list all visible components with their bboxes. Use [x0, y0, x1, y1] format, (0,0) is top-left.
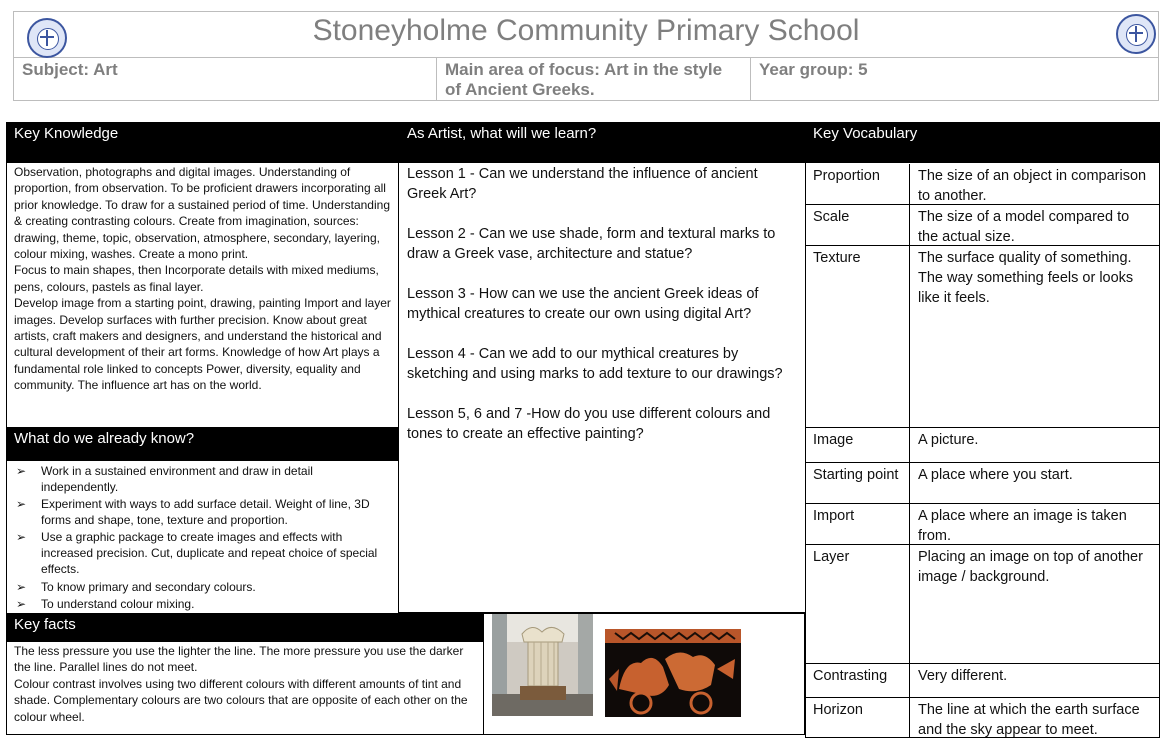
list-item: ➢ To know primary and secondary colours. [16, 579, 256, 594]
vocab-term: Layer [805, 545, 910, 663]
key-facts-text: The less pressure you use the lighter the line. The more pressure you use the darker the line. Parallel lines do not meet. Colour contrast involves using two different colours with different amounts of tint and shade. Complementary colours are two colours that are opposite of each other on the colour wheel. [14, 644, 468, 724]
vocab-definition: The size of an object in comparison to another. [918, 168, 1147, 204]
list-item: ➢ Experiment with ways to add surface detail. Weight of line, 3D forms and shape, tone, texture and proportion. [16, 496, 370, 528]
vocab-definition: Placing an image on top of another image / background. [918, 549, 1143, 585]
already-know-list [6, 463, 399, 613]
list-item: ➢ Use a graphic package to create images and effects with increased precision. Cut, duplicate and repeat choice of special effects. [16, 529, 378, 577]
vocab-term: Scale [805, 205, 910, 245]
vocab-definition: The surface quality of something. The way something feels or looks like it feels. [918, 250, 1134, 306]
vocab-row [805, 664, 1160, 698]
vocab-row [805, 246, 1160, 428]
lesson-item: Lesson 1 - Can we understand the influence of ancient Greek Art? [407, 166, 758, 202]
lesson-item: Lesson 2 - Can we use shade, form and textural marks to draw a Greek vase, architecture and statue? [407, 226, 776, 262]
vocab-term: Starting point [805, 463, 910, 503]
lessons-list [399, 164, 805, 444]
vocab-definition: The line at which the earth surface and the sky appear to meet. [918, 702, 1140, 738]
vocab-row [805, 428, 1160, 463]
vocab-definition: A picture. [918, 432, 979, 448]
school-logo-right [1116, 14, 1156, 54]
vocab-term: Image [805, 428, 910, 462]
subject-cell: Subject: Art [14, 58, 437, 100]
vocab-term: Proportion [805, 164, 910, 204]
key-knowledge-heading: Key Knowledge [6, 122, 399, 163]
lesson-item: Lesson 5, 6 and 7 -How do you use different colours and tones to create an effective painting? [407, 406, 771, 442]
vocab-row [805, 698, 1160, 738]
vocab-row [805, 164, 1160, 205]
greek-column-photo [492, 614, 593, 716]
year-group-cell: Year group: 5 [759, 60, 868, 79]
lesson-item: Lesson 4 - Can we add to our mythical creatures by sketching and using marks to add texture to our drawings? [407, 346, 783, 382]
greek-vase-painting-photo [605, 629, 741, 717]
vocabulary-heading: Key Vocabulary [805, 122, 1160, 163]
vocab-term: Import [805, 504, 910, 544]
vocab-definition: A place where you start. [918, 467, 1073, 483]
artist-heading: As Artist, what will we learn? [399, 122, 805, 163]
arrow-bullet-icon: ➢ [16, 579, 27, 594]
already-know-heading: What do we already know? [6, 427, 399, 461]
list-item: ➢ To understand colour mixing. [16, 597, 195, 612]
vocab-term: Texture [805, 246, 910, 427]
list-item: ➢ Work in a sustained environment and draw in detail independently. [16, 464, 313, 495]
lesson-item: Lesson 3 - How can we use the ancient Greek ideas of mythical creatures to create our own using digital Art? [407, 286, 759, 322]
school-logo-left [27, 18, 67, 58]
vocab-term: Horizon [805, 698, 910, 738]
vocab-row [805, 205, 1160, 246]
school-title: Stoneyholme Community Primary School [13, 11, 1159, 58]
vocab-definition: The size of a model compared to the actual size. [918, 209, 1130, 245]
focus-cell: Main area of focus: Art in the style of Ancient Greeks. [437, 58, 751, 100]
arrow-bullet-icon: ➢ [16, 464, 27, 478]
vocab-row [805, 504, 1160, 545]
arrow-bullet-icon: ➢ [16, 597, 27, 612]
key-facts-heading: Key facts [6, 613, 484, 642]
meta-row [13, 58, 1159, 101]
vocab-row [805, 545, 1160, 664]
vocab-definition: Very different. [918, 668, 1008, 684]
arrow-bullet-icon: ➢ [16, 496, 27, 511]
vocab-term: Contrasting [805, 664, 910, 697]
vocab-definition: A place where an image is taken from. [918, 508, 1127, 544]
arrow-bullet-icon: ➢ [16, 529, 27, 544]
vocab-row [805, 463, 1160, 504]
key-knowledge-text: Observation, photographs and digital images. Understanding of proportion, from observation. To be proficient drawers incorporating all prior knowledge. To draw for a sustained period of time. Understanding & creating contrasting colours. Create from imagination, sources: drawing, theme, topic, observation, atmosphere, secondary, layering, colour mixing, washes. Create a mono print. Focus to main shapes, then Incorporate details with mixed mediums, pens, colours, pastels as final layer. Develop image from a starting point, drawing, painting Import and layer images. Develop surfaces with further precision. Know about great artists, craft makers and designers, and understand the historical and cultural development of their art forms. Knowledge of how Art plays a fundamental role linked to concepts Power, diversity, equality and community. The influence art has on the world. [14, 165, 391, 393]
